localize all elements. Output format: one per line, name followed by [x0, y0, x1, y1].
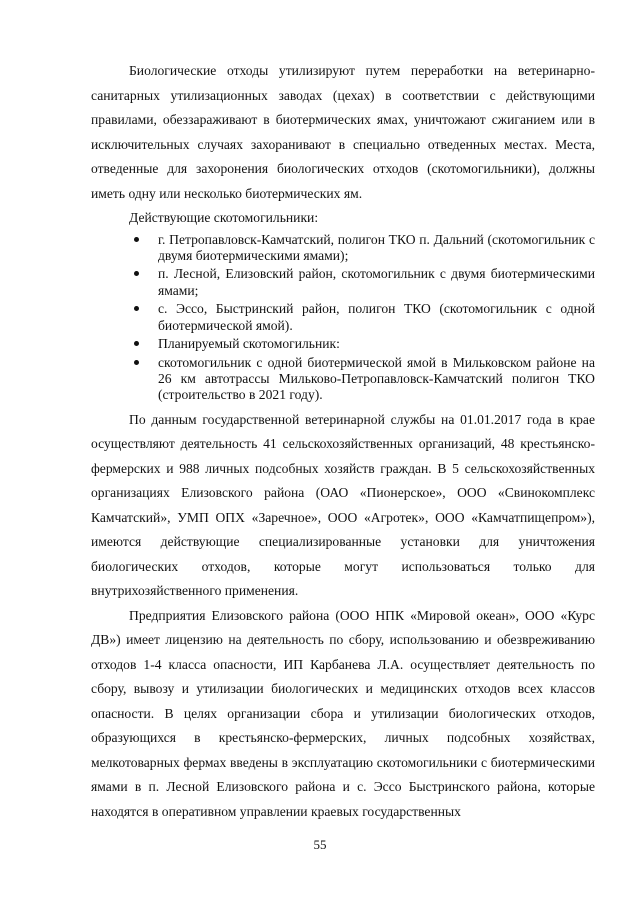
list-item: п. Лесной, Елизовский район, скотомогильник с двумя биотермическими ямами;: [131, 266, 595, 298]
paragraph-active-burial-sites-heading: Действующие скотомогильники:: [129, 210, 319, 225]
bullet-icon: [134, 306, 139, 311]
list-item: г. Петропавловск-Камчатский, полигон ТКО п. Дальний (скотомогильник с двумя биотермическими ямами);: [131, 232, 595, 264]
bullet-icon: [134, 360, 139, 365]
paragraph-veterinary-service-data: По данным государственной ветеринарной службы на 01.01.2017 года в крае осуществляют деятельность 41 сельскохозяйственных организаций, 48 крестьянско-фермерских и 988 личных подсобных хозяйств граждан. В 5 сельскохозяйственных организациях Елизовского района (ОАО «Пионерское», ООО «Свинокомплекс Камчатский», УМП ОПХ «Заречное», ООО «Агротек», ООО «Камчатпищепром»), имеются действующие специализированные установки для уничтожения биологических отходов, которые могут использоваться только для внутрихозяйственного применения.: [91, 411, 595, 599]
page-body: [91, 59, 595, 824]
list-item: Планируемый скотомогильник:: [131, 336, 595, 352]
page-number: 55: [313, 837, 327, 852]
bullet-icon: [134, 271, 139, 276]
paragraph-elizovo-enterprises: Предприятия Елизовского района (ООО НПК «Мировой океан», ООО «Курс ДВ») имеет лицензию на деятельность по сбору, использованию и обезвреживанию отходов 1-4 класса опасности, ИП Карбанева Л.А. осуществляет деятельность по сбору, вывозу и утилизации биологических и медицинских отходов всех классов опасности. В целях организации сбора и утилизации биологических отходов, образующихся в крестьянско-фермерских, личных подсобных хозяйствах, мелкотоварных фермах введены в эксплуатацию скотомогильники с биотермическими ямами в п. Лесной Елизовского района и с. Эссо Быстринского района, которые находятся в оперативном управлении краевых государственных: [91, 607, 595, 819]
list-item: скотомогильник с одной биотермической ямой в Мильковском районе на 26 км автотрассы Мильково-Петропавловск-Камчатский полигон ТКО (строительство в 2021 году).: [131, 355, 595, 404]
burial-sites-list: [91, 232, 595, 404]
bullet-icon: [134, 237, 139, 242]
paragraph-biowaste-disposal: Биологические отходы утилизируют путем переработки на ветеринарно-санитарных утилизационных заводах (цехах) в соответствии с действующими правилами, обеззараживают в биотермических ямах, уничтожают сжиганием или в исключительных случаях захоранивают в специально отведенных местах. Места, отведенные для захоронения биологических отходов (скотомогильники), должны иметь одну или несколько биотермических ям.: [91, 63, 595, 201]
bullet-icon: [134, 341, 139, 346]
list-item: с. Эссо, Быстринский район, полигон ТКО (скотомогильник с одной биотермической ямой).: [131, 301, 595, 333]
